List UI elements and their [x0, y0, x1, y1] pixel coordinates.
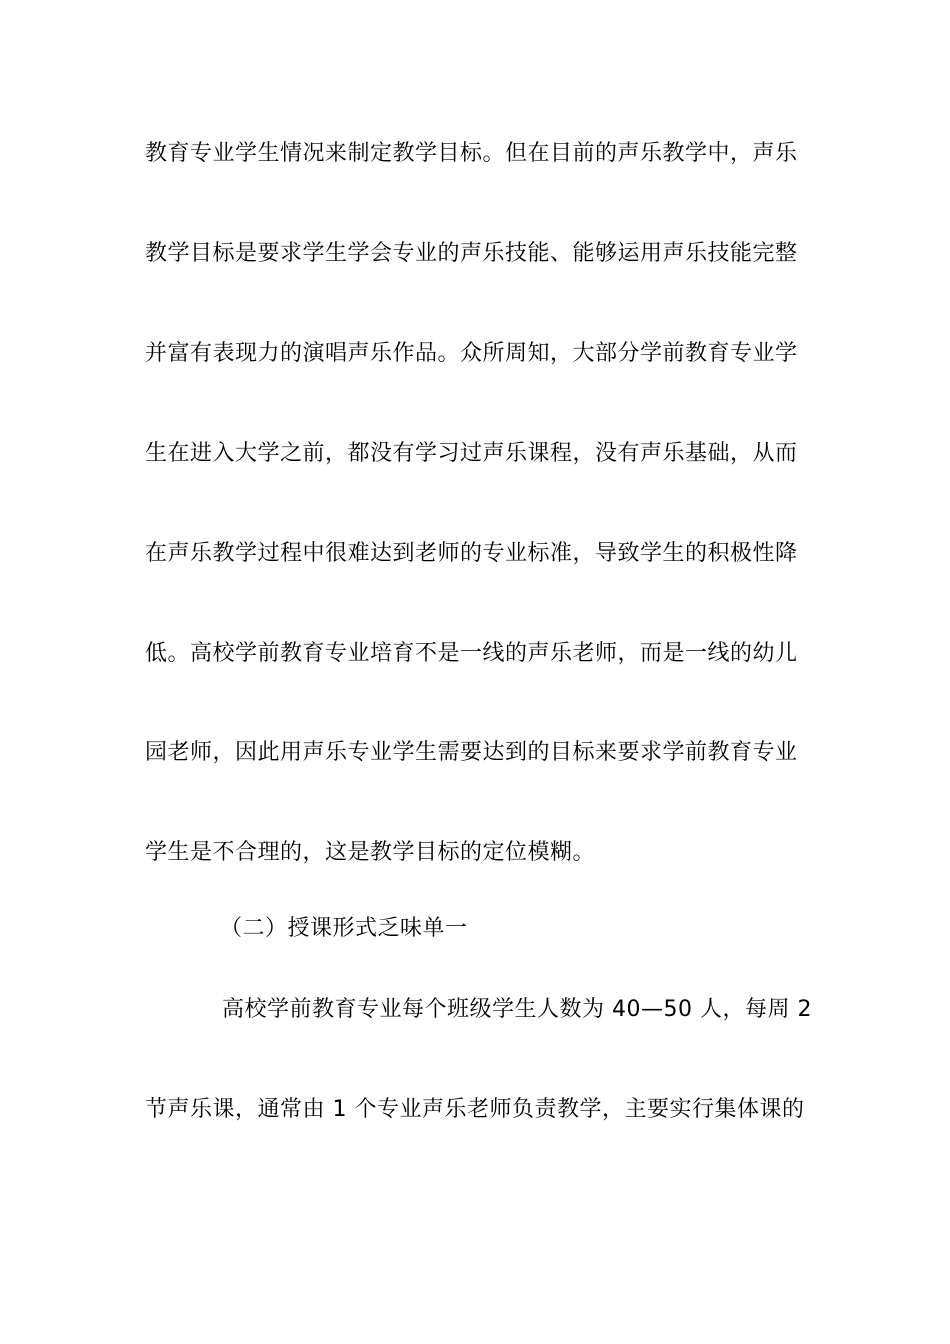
paragraph-line: 学生是不合理的，这是教学目标的定位模糊。	[145, 840, 596, 865]
paragraph-line: 生在进入大学之前，都没有学习过声乐课程，没有声乐基础，从而	[145, 441, 798, 466]
paragraph-line: 教育专业学生情况来制定教学目标。但在目前的声乐教学中，声乐	[145, 141, 798, 166]
paragraph-line: 低。高校学前教育专业培育不是一线的声乐老师，而是一线的幼儿	[145, 641, 798, 666]
paragraph-line: 在声乐教学过程中很难达到老师的专业标准，导致学生的积极性降	[145, 541, 798, 566]
paragraph-line: 高校学前教育专业每个班级学生人数为 40—50 人，每周 2	[222, 997, 812, 1022]
paragraph-line: 并富有表现力的演唱声乐作品。众所周知，大部分学前教育专业学	[145, 341, 798, 366]
paragraph-line: 教学目标是要求学生学会专业的声乐技能、能够运用声乐技能完整	[145, 241, 798, 266]
paragraph-line: 节声乐课，通常由 1 个专业声乐老师负责教学，主要实行集体课的	[145, 1097, 805, 1122]
paragraph-line: 园老师，因此用声乐专业学生需要达到的目标来要求学前教育专业	[145, 740, 798, 765]
section-heading: （二）授课形式乏味单一	[220, 916, 468, 941]
